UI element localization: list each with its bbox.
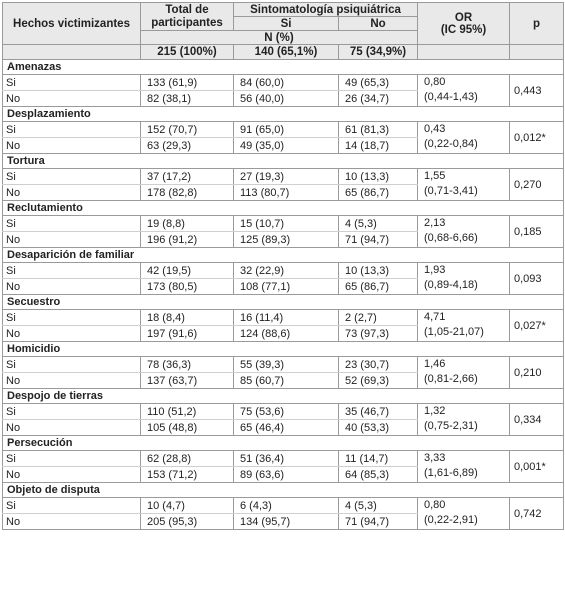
p-value: 0,012* [510, 122, 564, 154]
or-value: 1,32 [424, 405, 446, 417]
header-no: No [339, 17, 418, 31]
sintomatologia-si-value: 51 (36,4) [234, 451, 339, 467]
row-label-si: Si [3, 451, 141, 467]
total-si: 110 (51,2) [141, 404, 234, 420]
category-row [3, 483, 564, 498]
table-row [3, 216, 564, 232]
total-no: 105 (48,8) [141, 420, 234, 436]
row-label-si: Si [3, 357, 141, 373]
total-si: 78 (36,3) [141, 357, 234, 373]
sintomatologia-no-value: 61 (81,3) [339, 122, 418, 138]
odds-ratio [418, 310, 510, 342]
category-row [3, 154, 564, 169]
odds-ratio [418, 498, 510, 530]
table-row [3, 169, 564, 185]
total-si: 10 (4,7) [141, 498, 234, 514]
header-total: Total de participantes [141, 3, 234, 31]
category-row [3, 295, 564, 310]
ci-value: (0,22-2,91) [424, 514, 478, 526]
p-value: 0,001* [510, 451, 564, 483]
row-label-no: No [3, 185, 141, 201]
header-blank [3, 45, 141, 60]
category-row [3, 342, 564, 357]
sintomatologia-si-value: 75 (53,6) [234, 404, 339, 420]
p-value: 0,270 [510, 169, 564, 201]
sintomatologia-no-value: 35 (46,7) [339, 404, 418, 420]
sintomatologia-no-value: 2 (2,7) [339, 310, 418, 326]
total-no: 205 (95,3) [141, 514, 234, 530]
header-or: OR (IC 95%) [418, 3, 510, 45]
category-row [3, 389, 564, 404]
sintomatologia-si-value: 49 (35,0) [234, 138, 339, 154]
row-label-si: Si [3, 75, 141, 91]
category-label: Secuestro [3, 295, 564, 310]
table-row [3, 451, 564, 467]
row-label-no: No [3, 420, 141, 436]
category-label: Reclutamiento [3, 201, 564, 216]
p-value: 0,210 [510, 357, 564, 389]
table-row [3, 75, 564, 91]
header-p-blank [510, 45, 564, 60]
sintomatologia-si-value: 55 (39,3) [234, 357, 339, 373]
odds-ratio [418, 122, 510, 154]
or-value: 3,33 [424, 452, 446, 464]
category-row [3, 60, 564, 75]
sintomatologia-no-value: 11 (14,7) [339, 451, 418, 467]
ci-value: (0,75-2,31) [424, 420, 478, 432]
or-value: 1,46 [424, 358, 446, 370]
victimization-table [2, 2, 564, 530]
odds-ratio [418, 216, 510, 248]
total-no: 196 (91,2) [141, 232, 234, 248]
or-value: 1,93 [424, 264, 446, 276]
header-sintomatologia: Sintomatología psiquiátrica [234, 3, 418, 17]
p-value: 0,027* [510, 310, 564, 342]
category-row [3, 107, 564, 122]
category-label: Objeto de disputa [3, 483, 564, 498]
total-no: 197 (91,6) [141, 326, 234, 342]
header-p: p [510, 3, 564, 45]
sintomatologia-si-value: 56 (40,0) [234, 91, 339, 107]
row-label-si: Si [3, 498, 141, 514]
ci-value: (0,68-6,66) [424, 232, 478, 244]
sintomatologia-no-value: 10 (13,3) [339, 169, 418, 185]
row-label-si: Si [3, 263, 141, 279]
sintomatologia-no-value: 23 (30,7) [339, 357, 418, 373]
total-si: 133 (61,9) [141, 75, 234, 91]
row-label-si: Si [3, 216, 141, 232]
or-value: 4,71 [424, 311, 446, 323]
total-no: 82 (38,1) [141, 91, 234, 107]
total-no: 173 (80,5) [141, 279, 234, 295]
sintomatologia-no-value: 26 (34,7) [339, 91, 418, 107]
sintomatologia-no-value: 52 (69,3) [339, 373, 418, 389]
row-label-no: No [3, 373, 141, 389]
ci-value: (0,81-2,66) [424, 373, 478, 385]
header-si-n: 140 (65,1%) [234, 45, 339, 60]
sintomatologia-si-value: 16 (11,4) [234, 310, 339, 326]
sintomatologia-no-value: 65 (86,7) [339, 279, 418, 295]
p-value: 0,185 [510, 216, 564, 248]
table-row [3, 498, 564, 514]
odds-ratio [418, 263, 510, 295]
row-label-no: No [3, 91, 141, 107]
sintomatologia-no-value: 40 (53,3) [339, 420, 418, 436]
row-label-no: No [3, 138, 141, 154]
sintomatologia-no-value: 71 (94,7) [339, 514, 418, 530]
total-no: 153 (71,2) [141, 467, 234, 483]
p-value: 0,334 [510, 404, 564, 436]
p-value: 0,093 [510, 263, 564, 295]
table-row [3, 263, 564, 279]
or-value: 0,80 [424, 499, 446, 511]
odds-ratio [418, 169, 510, 201]
row-label-si: Si [3, 169, 141, 185]
p-value: 0,742 [510, 498, 564, 530]
category-row [3, 201, 564, 216]
category-label: Homicidio [3, 342, 564, 357]
category-label: Tortura [3, 154, 564, 169]
sintomatologia-si-value: 15 (10,7) [234, 216, 339, 232]
ci-value: (1,61-6,89) [424, 467, 478, 479]
p-value: 0,443 [510, 75, 564, 107]
row-label-no: No [3, 279, 141, 295]
row-label-no: No [3, 232, 141, 248]
ci-value: (0,22-0,84) [424, 138, 478, 150]
row-label-no: No [3, 514, 141, 530]
header-or-blank [418, 45, 510, 60]
sintomatologia-si-value: 124 (88,6) [234, 326, 339, 342]
sintomatologia-no-value: 4 (5,3) [339, 498, 418, 514]
total-no: 178 (82,8) [141, 185, 234, 201]
category-label: Desaparición de familiar [3, 248, 564, 263]
row-label-si: Si [3, 122, 141, 138]
table-row [3, 357, 564, 373]
header-no-n: 75 (34,9%) [339, 45, 418, 60]
sintomatologia-no-value: 10 (13,3) [339, 263, 418, 279]
sintomatologia-si-value: 89 (63,6) [234, 467, 339, 483]
total-si: 152 (70,7) [141, 122, 234, 138]
sintomatologia-no-value: 4 (5,3) [339, 216, 418, 232]
sintomatologia-si-value: 32 (22,9) [234, 263, 339, 279]
row-label-no: No [3, 467, 141, 483]
sintomatologia-si-value: 108 (77,1) [234, 279, 339, 295]
sintomatologia-si-value: 85 (60,7) [234, 373, 339, 389]
header-n-percent: N (%) [141, 31, 418, 45]
total-no: 137 (63,7) [141, 373, 234, 389]
sintomatologia-si-value: 6 (4,3) [234, 498, 339, 514]
sintomatologia-no-value: 65 (86,7) [339, 185, 418, 201]
table-row [3, 404, 564, 420]
total-si: 37 (17,2) [141, 169, 234, 185]
category-row [3, 436, 564, 451]
category-label: Desplazamiento [3, 107, 564, 122]
total-si: 18 (8,4) [141, 310, 234, 326]
odds-ratio [418, 75, 510, 107]
category-label: Despojo de tierras [3, 389, 564, 404]
ci-value: (0,89-4,18) [424, 279, 478, 291]
sintomatologia-si-value: 125 (89,3) [234, 232, 339, 248]
header-si: Si [234, 17, 339, 31]
table-row [3, 310, 564, 326]
sintomatologia-si-value: 27 (19,3) [234, 169, 339, 185]
odds-ratio [418, 404, 510, 436]
odds-ratio [418, 357, 510, 389]
category-row [3, 248, 564, 263]
sintomatologia-si-value: 65 (46,4) [234, 420, 339, 436]
sintomatologia-si-value: 113 (80,7) [234, 185, 339, 201]
total-si: 19 (8,8) [141, 216, 234, 232]
sintomatologia-no-value: 49 (65,3) [339, 75, 418, 91]
total-si: 42 (19,5) [141, 263, 234, 279]
category-label: Amenazas [3, 60, 564, 75]
total-si: 62 (28,8) [141, 451, 234, 467]
sintomatologia-no-value: 73 (97,3) [339, 326, 418, 342]
sintomatologia-si-value: 84 (60,0) [234, 75, 339, 91]
row-label-no: No [3, 326, 141, 342]
table-row [3, 122, 564, 138]
sintomatologia-no-value: 71 (94,7) [339, 232, 418, 248]
or-value: 0,43 [424, 123, 446, 135]
header-total-n: 215 (100%) [141, 45, 234, 60]
row-label-si: Si [3, 310, 141, 326]
or-value: 2,13 [424, 217, 446, 229]
sintomatologia-no-value: 14 (18,7) [339, 138, 418, 154]
ci-value: (0,44-1,43) [424, 91, 478, 103]
ci-value: (0,71-3,41) [424, 185, 478, 197]
category-label: Persecución [3, 436, 564, 451]
row-label-si: Si [3, 404, 141, 420]
header-hechos: Hechos victimizantes [3, 3, 141, 45]
sintomatologia-si-value: 91 (65,0) [234, 122, 339, 138]
sintomatologia-si-value: 134 (95,7) [234, 514, 339, 530]
ci-value: (1,05-21,07) [424, 326, 484, 338]
or-value: 0,80 [424, 76, 446, 88]
odds-ratio [418, 451, 510, 483]
total-no: 63 (29,3) [141, 138, 234, 154]
or-value: 1,55 [424, 170, 446, 182]
sintomatologia-no-value: 64 (85,3) [339, 467, 418, 483]
